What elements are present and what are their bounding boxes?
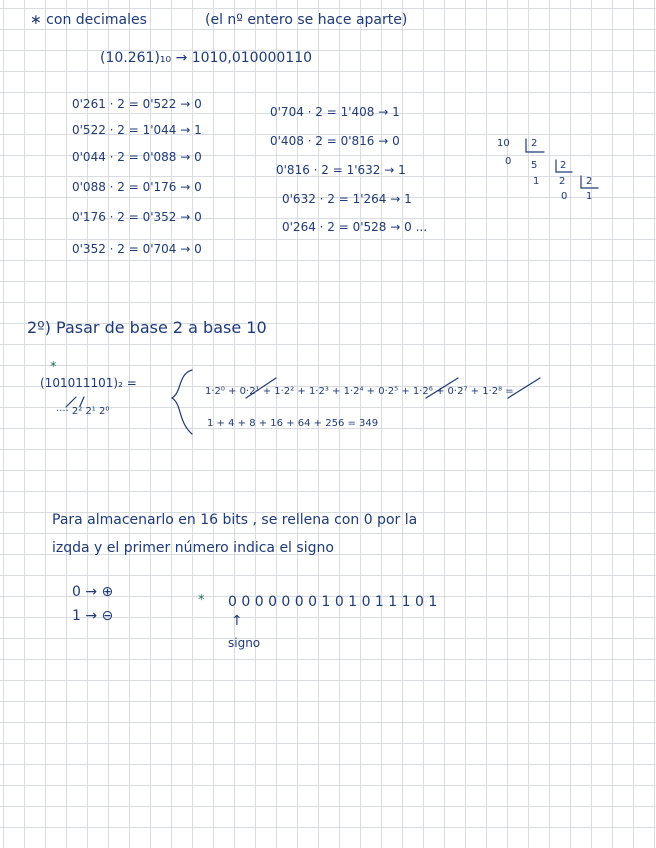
right-step: 0'408 · 2 = 0'816 → 0 (270, 134, 400, 148)
division-last-quotient: 1 (586, 191, 593, 202)
storage-note-line-1: Para almacenarlo en 16 bits , se rellena con 0 por la (52, 512, 418, 528)
note-entero-aparte: (el nº entero se hace aparte) (205, 12, 408, 28)
division-bracket (556, 160, 572, 172)
sign-positive: 0 → ⊕ (72, 584, 114, 600)
division-bracket (581, 176, 598, 188)
cross-out-mark (508, 378, 540, 398)
division-dividend: 5 (531, 160, 538, 171)
division-divisor: 2 (531, 138, 538, 149)
binary-number: (101011101)₂ = (40, 376, 137, 390)
division-remainder: 0 (561, 191, 568, 202)
sign-bit-arrow: ↑ (231, 613, 243, 629)
left-step: 0'352 · 2 = 0'704 → 0 (72, 242, 202, 256)
right-step: 0'704 · 2 = 1'408 → 1 (270, 105, 400, 119)
heading-base2-to-base10: 2º) Pasar de base 2 a base 10 (27, 318, 267, 337)
division-dividend: 2 (559, 176, 566, 187)
cross-out-mark (246, 378, 276, 398)
powers-hint: ···· 2² 2¹ 2⁰ (56, 406, 110, 417)
division-divisor: 2 (560, 160, 567, 171)
division-remainder: 0 (505, 156, 512, 167)
big-brace (172, 370, 192, 434)
decimal-conversion: (10.261)₁₀ → 1010,010000110 (100, 50, 313, 66)
division-dividend: 10 (497, 138, 510, 149)
sign-label: signo (228, 636, 261, 650)
left-step: 0'176 · 2 = 0'352 → 0 (72, 210, 202, 224)
right-step: 0'632 · 2 = 1'264 → 1 (282, 192, 412, 206)
left-step: 0'522 · 2 = 1'044 → 1 (72, 123, 202, 137)
division-divisor: 2 (586, 176, 593, 187)
storage-note-line-2: izqda y el primer número indica el signo (52, 540, 334, 556)
division-remainder: 1 (533, 176, 540, 187)
power-sum: 1 + 4 + 8 + 16 + 64 + 256 = 349 (207, 418, 379, 429)
hint-arrow (80, 397, 84, 406)
sixteen-bit-word: 0 0 0 0 0 0 0 1 0 1 0 1 1 1 0 1 (228, 594, 438, 610)
left-step: 0'044 · 2 = 0'088 → 0 (72, 150, 202, 164)
left-step: 0'261 · 2 = 0'522 → 0 (72, 97, 202, 111)
heading-decimales: ∗ con decimales (30, 12, 147, 28)
star-icon: * (50, 360, 57, 375)
power-expansion: 1·2⁰ + 0·2¹ + 1·2² + 1·2³ + 1·2⁴ + 0·2⁵ + 1·2⁶ + 0·2⁷ + 1·2⁸ = (205, 386, 514, 397)
right-step: 0'264 · 2 = 0'528 → 0 ... (282, 220, 428, 234)
sign-negative: 1 → ⊖ (72, 608, 114, 624)
star-icon: * (198, 593, 205, 608)
cross-out-mark (426, 378, 458, 398)
hint-arrow (66, 397, 76, 407)
left-step: 0'088 · 2 = 0'176 → 0 (72, 180, 202, 194)
division-bracket (526, 139, 544, 152)
right-step: 0'816 · 2 = 1'632 → 1 (276, 163, 406, 177)
